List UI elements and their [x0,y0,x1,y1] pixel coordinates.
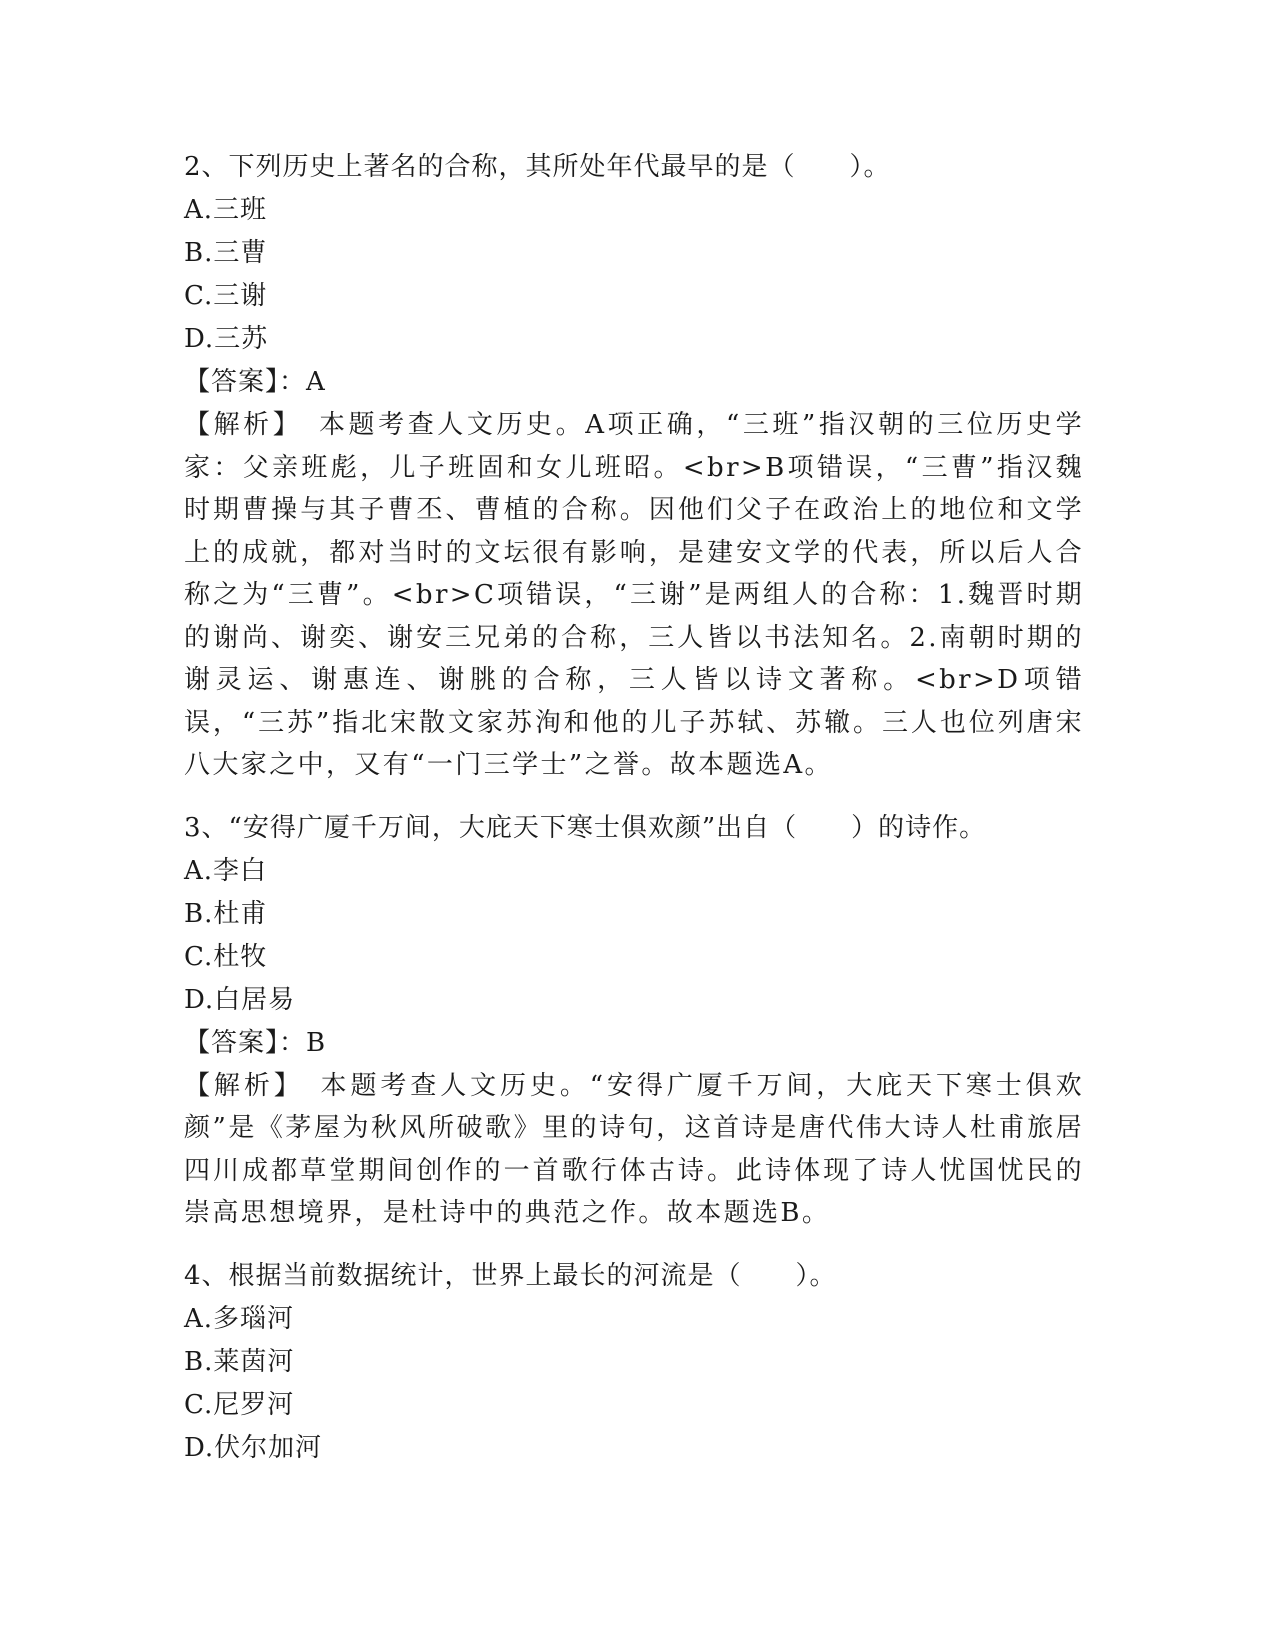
option-a: A.李白 [184,855,268,886]
spacer [184,787,1084,807]
answer-line: 【答案】：B [184,1027,327,1058]
option-d: D.伏尔加河 [184,1432,323,1463]
option-c: C.三谢 [184,281,268,311]
option-d: D.三苏 [184,324,269,354]
question-stem: 2、下列历史上著名的合称，其所处年代最早的是（ ）。 [184,152,891,182]
question-stem: 4、根据当前数据统计，世界上最长的河流是（ ）。 [184,1260,837,1291]
document-page [184,146,1084,1470]
question-stem: 3、“安得广厦千万间，大庇天下寒士俱欢颜”出自（ ）的诗作。 [184,812,987,843]
answer-line: 【答案】：A [184,367,326,397]
option-a: A.多瑙河 [184,1303,295,1334]
question-2 [184,146,1084,787]
option-d: D.白居易 [184,984,296,1015]
option-b: B.杜甫 [184,898,268,929]
analysis-paragraph: 【解析】 本题考查人文历史。“安得广厦千万间，大庇天下寒士俱欢颜”是《茅屋为秋风所破歌》里的诗句，这首诗是唐代伟大诗人杜甫旅居四川成都草堂期间创作的一首歌行体古诗。此诗体现了诗人忧国忧民的崇高思想境界，是杜诗中的典范之作。故本题选B。 [184,1070,1084,1228]
question-4 [184,1255,1084,1470]
option-b: B.三曹 [184,238,268,268]
option-b: B.莱茵河 [184,1346,295,1377]
analysis-paragraph: 【解析】 本题考查人文历史。A项正确，“三班”指汉朝的三位历史学家：父亲班彪，儿子班固和女儿班昭。<br>B项错误，“三曹”指汉魏时期曹操与其子曹丕、曹植的合称。因他们父子在政治上的地位和文学上的成就，都对当时的文坛很有影响，是建安文学的代表，所以后人合称之为“三曹”。<br>C项错误，“三谢”是两组人的合称：1.魏晋时期的谢尚、谢奕、谢安三兄弟的合称，三人皆以书法知名。2.南朝时期的谢灵运、谢惠连、谢朓的合称，三人皆以诗文著称。<br>D项错误，“三苏”指北宋散文家苏洵和他的儿子苏轼、苏辙。三人也位列唐宋八大家之中，又有“一门三学士”之誉。故本题选A。 [184,410,1084,780]
option-a: A.三班 [184,195,268,225]
option-c: C.杜牧 [184,941,268,972]
question-3 [184,807,1084,1235]
spacer [184,1235,1084,1255]
option-c: C.尼罗河 [184,1389,295,1420]
